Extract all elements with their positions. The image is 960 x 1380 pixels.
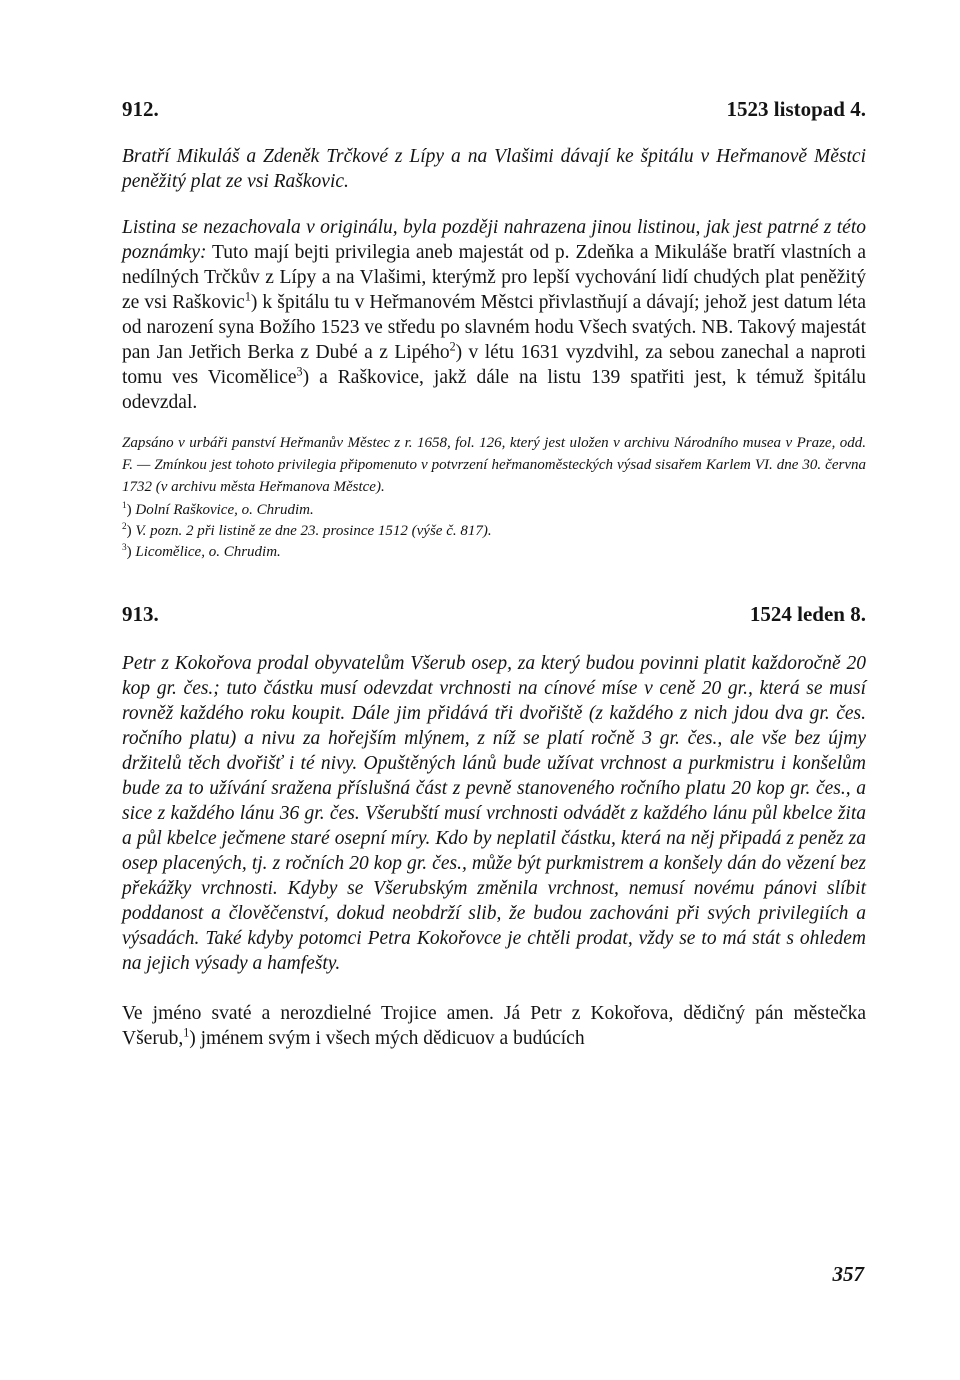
footnote-ref: 2 (449, 339, 456, 354)
text-part: Ve jméno svaté a nerozdielné Trojice amen. Já Petr z Kokořova, dědičný pán městečka Všerub, (122, 1003, 866, 1049)
footnote-mark: 3 (122, 543, 127, 553)
doc-913-summary: Petr z Kokořova prodal obyvatelům Všerub osep, za který budou povinni platit každoročně 20 kop gr. čes.; tuto částku musí odevzdat vrchnosti na cínové míse v ceně 20 gr., která se musí rovněž každého roku koupit. Dále jim přidává tři dvořiště (z každého z nich jdou dva gr. čes. ročního platu) a nivu za hořejším mlýnem, z níž se platí ročně 3 gr. čes., ale vše bez újmy držitelů těch dvořišť i té nivy. Opuštěných lánů bude užívat vrchnost a purkmistru i konšelům bude za to užívání sražena příslušná část z pevně stanoveného ročního platu 20 kop gr. čes., a sice z každého lánu 36 gr. čes. Všerubští musí vrchnosti odvádět z každého lánu půl kbelce žita a půl kbelce ječmene staré osepní míry. Kdo by neplatil částku, která na něj připadá z peněz za osep placených, tj. z ročních 20 kop gr. čes., může být purkmistrem a konšely dán do vězení bez překážky vrchnosti. Kdyby se Všerubským změnila vrchnost, nemusí novému pánovi slíbit poddanost a člověčenství, dokud neobdrží slib, že budou zachováni při svých privilegiích a výsadách. Také kdyby potomci Petra Kokořovce je chtěli prodat, vždy se to má stát s ohledem na jejich výsady a hamfešty. (122, 653, 866, 974)
doc-number: 913. (122, 602, 159, 626)
footnote-text: Licomělice, o. Chrudim. (135, 544, 281, 560)
footnote-text: V. pozn. 2 při listině ze dne 23. prosince 1512 (výše č. 817). (135, 523, 492, 539)
footnote-ref: 3 (296, 364, 303, 379)
page-number: 357 (832, 1262, 864, 1286)
doc-913-header (122, 601, 866, 627)
text-part: ) jménem svým i všech mých dědicuov a budúcích (189, 1028, 585, 1049)
doc-913-text (122, 1001, 866, 1051)
text-part: ) a Raškovice, jakž dále na listu 139 spatřiti jest, k témuž špitálu odevzdal. (122, 367, 866, 413)
doc-912-header (122, 96, 866, 122)
footnote: $^3$) Licomělice, o. Chrudim. (122, 543, 281, 560)
archival-note: Zapsáno v urbáři panství Heřmanův Městec z r. 1658, fol. 126, který jest uložen v archivu Národního musea v Praze, odd. F. — Zmínkou jest tohoto privilegia připomenuto v potvrzení heřmanoměsteckých výsad sisařem Karlem VI. dne 30. června 1732 (v archivu města Heřmanova Městce). (122, 435, 866, 495)
doc-912-summary: Bratří Mikuláš a Zdeněk Trčkové z Lípy a na Vlašimi dávají ke špitálu v Heřmanově Městci peněžitý plat ze vsi Raškovic. (122, 146, 866, 192)
text-part: Tuto mají bejti privilegia aneb majestát od p. Zdeňka a Mikuláše bratří vlastních a nedílných Trčkův z Lípy a na Vlašimi, kterýmž pro lepší vychování lidí chudých plat peněžitý ze vsi Raškovic (122, 242, 866, 313)
footnote-ref: 1 (183, 1025, 190, 1040)
footnotes (122, 500, 866, 563)
text-part: ) v létu 1631 vyzdvihl, za sebou zanechal a naproti tomu ves Vicomělice (122, 342, 866, 388)
intro-note: Listina se nezachovala v originálu, byla později nahrazena jinou listinou, jak jest patrné z této poznámky: (122, 217, 866, 263)
footnote-ref: 1 (244, 289, 251, 304)
doc-date: 1524 leden 8. (749, 602, 866, 626)
footnote-text: Dolní Raškovice, o. Chrudim. (135, 502, 314, 518)
footnote: $^2$) V. pozn. 2 při listině ze dne 23. prosince 1512 (výše č. 817). (122, 522, 492, 539)
text-part: ) k špitálu tu v Heřmanovém Městci přivlastňují a dávají; jehož jest datum léta od narození syna Božího 1523 ve středu po slavném hodu Všech svatých. NB. Takový majestát pan Jan Jetřich Berka z Dubé a z Lipého (122, 292, 866, 363)
doc-date: 1523 listopad 4. (726, 97, 866, 121)
page-content (122, 96, 866, 1051)
doc-number: 912. (122, 97, 159, 121)
footnote-mark: 2 (122, 522, 127, 532)
footnote-mark: 1 (122, 501, 127, 511)
footnote: $^1$) Dolní Raškovice, o. Chrudim. (122, 501, 314, 518)
doc-912-text (122, 215, 866, 415)
